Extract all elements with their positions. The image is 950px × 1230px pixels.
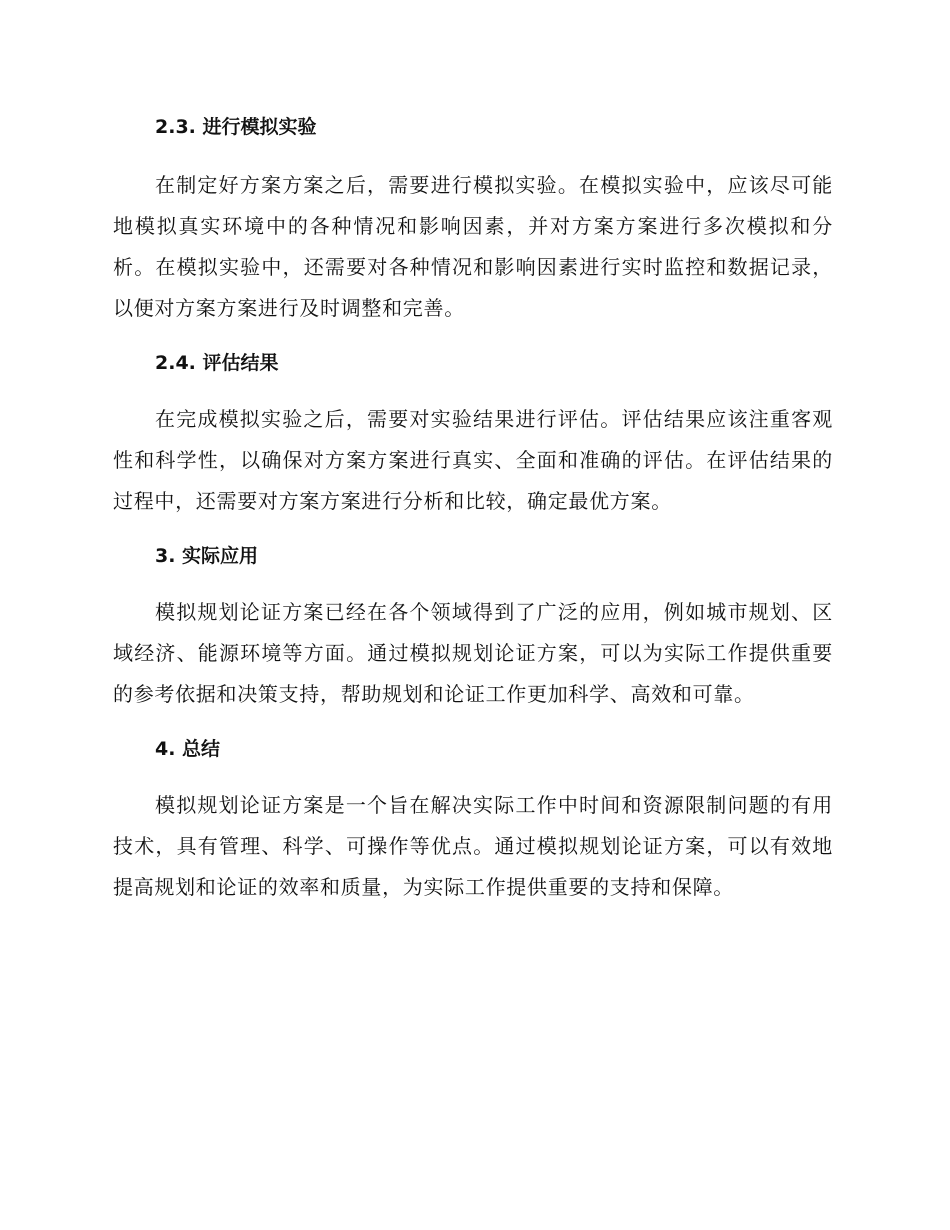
section-paragraph: 在制定好方案方案之后，需要进行模拟实验。在模拟实验中，应该尽可能地模拟真实环境中的各种情况和影响因素，并对方案方案进行多次模拟和分析。在模拟实验中，还需要对各种情况和影响因素进行实时监控和数据记录，以便对方案方案进行及时调整和完善。 xyxy=(113,173,833,320)
section-heading: 2.3. 进行模拟实验 xyxy=(155,116,317,138)
section-heading: 4. 总结 xyxy=(155,738,221,760)
section-paragraph: 模拟规划论证方案已经在各个领域得到了广泛的应用，例如城市规划、区域经济、能源环境等方面。通过模拟规划论证方案，可以为实际工作提供重要的参考依据和决策支持，帮助规划和论证工作更加科学、高效和可靠。 xyxy=(113,600,833,706)
section-heading: 3. 实际应用 xyxy=(155,545,259,567)
document-body xyxy=(113,112,833,908)
section-simulation-experiment xyxy=(113,112,833,329)
section-heading: 2.4. 评估结果 xyxy=(155,352,279,374)
section-evaluate-results xyxy=(113,348,833,522)
section-paragraph: 模拟规划论证方案是一个旨在解决实际工作中时间和资源限制问题的有用技术，具有管理、科学、可操作等优点。通过模拟规划论证方案，可以有效地提高规划和论证的效率和质量，为实际工作提供重要的支持和保障。 xyxy=(113,793,833,899)
section-summary xyxy=(113,734,833,908)
section-practical-application xyxy=(113,541,833,715)
section-paragraph: 在完成模拟实验之后，需要对实验结果进行评估。评估结果应该注重客观性和科学性，以确保对方案方案进行真实、全面和准确的评估。在评估结果的过程中，还需要对方案方案进行分析和比较，确定最优方案。 xyxy=(113,407,833,513)
